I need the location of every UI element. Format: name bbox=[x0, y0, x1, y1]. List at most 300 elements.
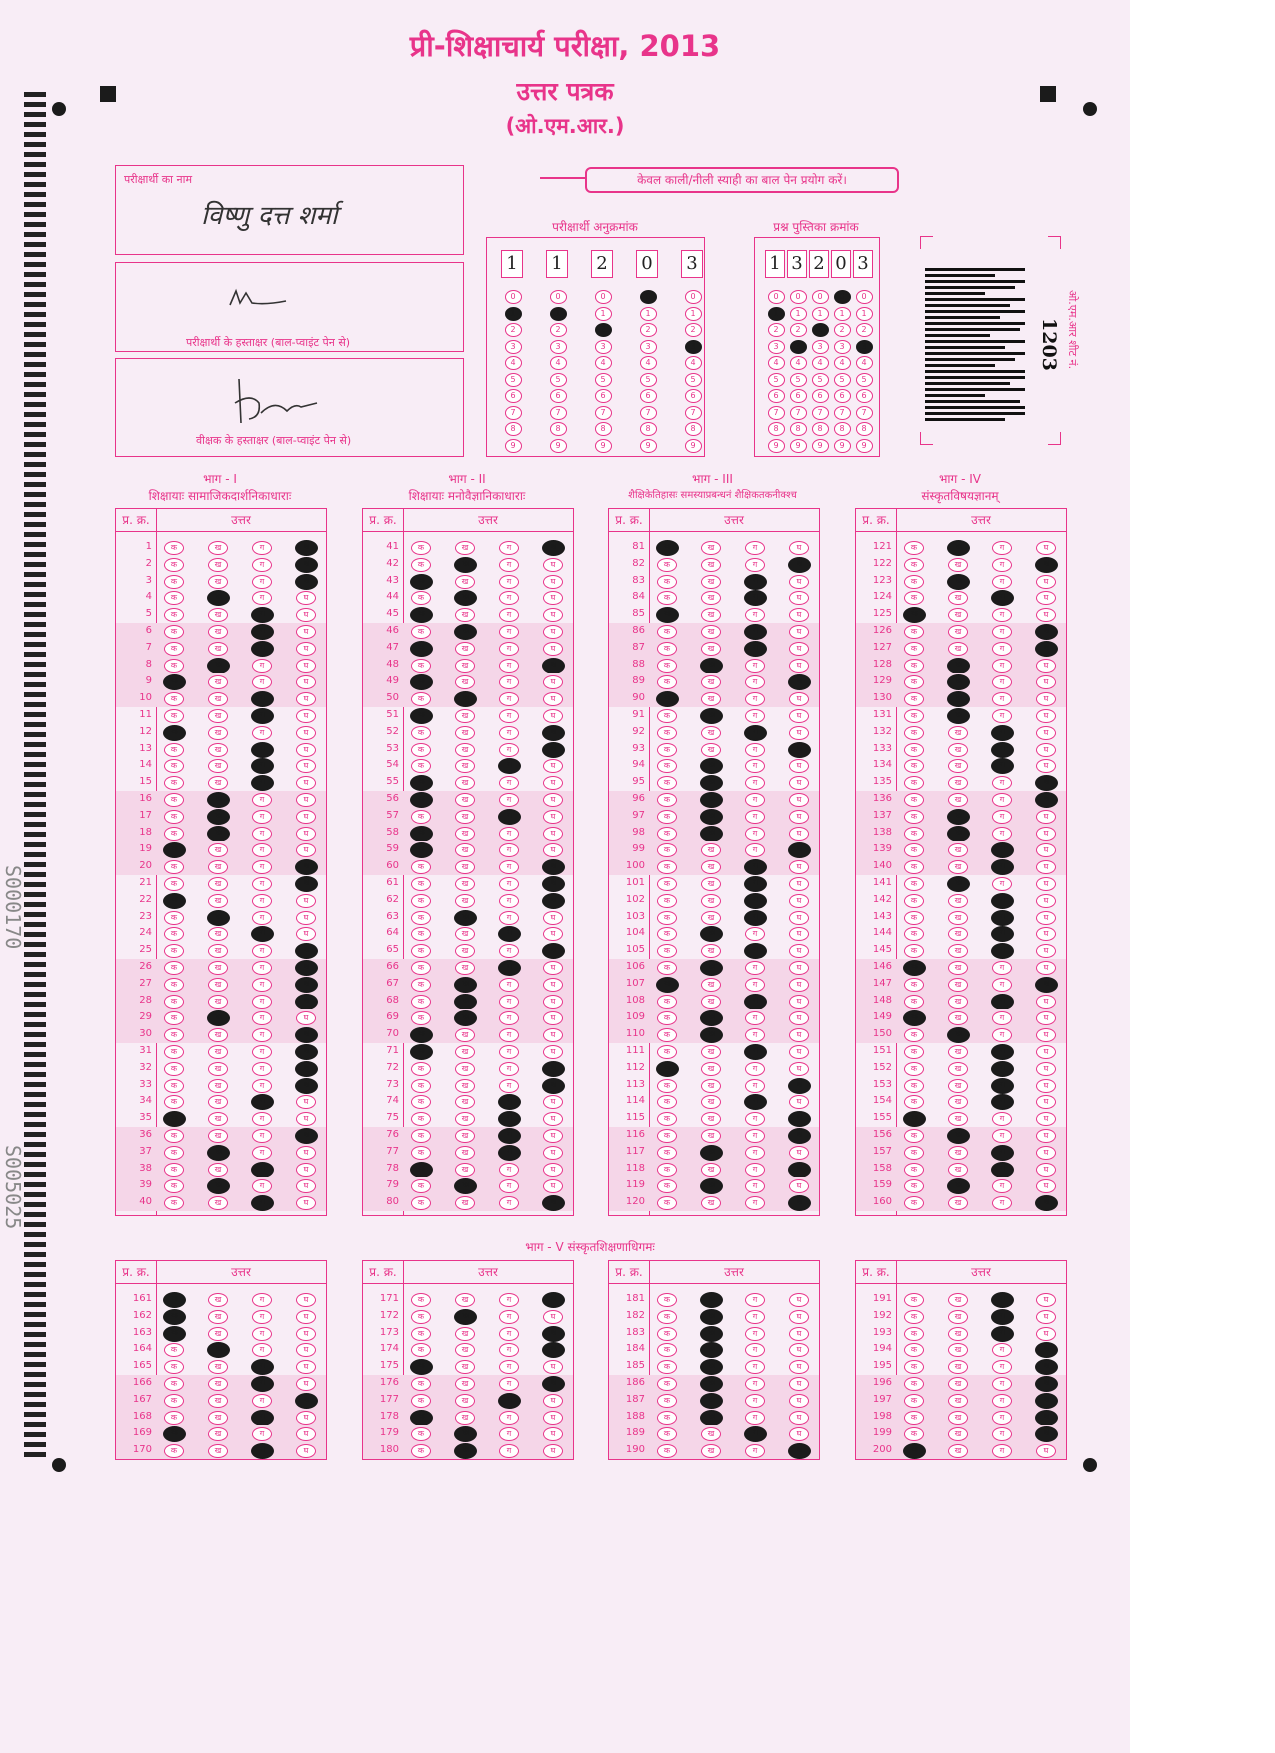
option-bubble[interactable]: ग bbox=[744, 624, 767, 640]
option-bubble[interactable]: क bbox=[411, 1129, 431, 1143]
digit-bubble[interactable]: 1 bbox=[768, 307, 785, 321]
option-bubble[interactable]: ख bbox=[947, 540, 970, 556]
option-bubble[interactable]: ख bbox=[700, 926, 723, 942]
option-bubble[interactable]: ख bbox=[455, 726, 475, 740]
option-bubble[interactable]: क bbox=[904, 1427, 924, 1441]
option-bubble[interactable]: घ bbox=[296, 759, 316, 773]
option-bubble[interactable]: घ bbox=[296, 1310, 316, 1324]
digit-bubble[interactable]: 8 bbox=[640, 422, 657, 436]
option-bubble[interactable]: ख bbox=[208, 1045, 228, 1059]
option-bubble[interactable]: ग bbox=[252, 675, 272, 689]
option-bubble[interactable]: क bbox=[657, 1179, 677, 1193]
option-bubble[interactable]: ग bbox=[499, 1079, 519, 1093]
option-bubble[interactable]: घ bbox=[788, 742, 811, 758]
option-bubble[interactable]: क bbox=[164, 877, 184, 891]
option-bubble[interactable]: ग bbox=[498, 1145, 521, 1161]
option-bubble[interactable]: क bbox=[657, 927, 677, 941]
option-bubble[interactable]: घ bbox=[543, 692, 563, 706]
option-bubble[interactable]: घ bbox=[789, 860, 809, 874]
option-bubble[interactable]: ग bbox=[992, 827, 1012, 841]
option-bubble[interactable]: ग bbox=[745, 827, 765, 841]
option-bubble[interactable]: ख bbox=[207, 590, 230, 606]
option-bubble[interactable]: ग bbox=[499, 675, 519, 689]
option-bubble[interactable]: ग bbox=[498, 960, 521, 976]
option-bubble[interactable]: ग bbox=[499, 726, 519, 740]
digit-bubble[interactable]: 4 bbox=[550, 356, 567, 370]
option-bubble[interactable]: ग bbox=[499, 1179, 519, 1193]
digit-bubble[interactable]: 6 bbox=[640, 389, 657, 403]
option-bubble[interactable]: घ bbox=[543, 1360, 563, 1374]
option-bubble[interactable]: ख bbox=[700, 1342, 723, 1358]
option-bubble[interactable]: ग bbox=[991, 1145, 1014, 1161]
option-bubble[interactable]: घ bbox=[1036, 759, 1056, 773]
option-bubble[interactable]: ग bbox=[499, 1360, 519, 1374]
option-bubble[interactable]: ख bbox=[454, 557, 477, 573]
option-bubble[interactable]: घ bbox=[1035, 792, 1058, 808]
option-bubble[interactable]: ग bbox=[499, 776, 519, 790]
option-bubble[interactable]: ग bbox=[252, 1343, 272, 1357]
option-bubble[interactable]: घ bbox=[1035, 977, 1058, 993]
digit-bubble[interactable]: 6 bbox=[505, 389, 522, 403]
option-bubble[interactable]: ग bbox=[499, 1293, 519, 1307]
option-bubble[interactable]: ग bbox=[252, 810, 272, 824]
option-bubble[interactable]: क bbox=[657, 759, 677, 773]
option-bubble[interactable]: ख bbox=[455, 1196, 475, 1210]
option-bubble[interactable]: ख bbox=[948, 642, 968, 656]
option-bubble[interactable]: क bbox=[411, 1196, 431, 1210]
option-bubble[interactable]: घ bbox=[1036, 1045, 1056, 1059]
digit-bubble[interactable]: 3 bbox=[505, 340, 522, 354]
option-bubble[interactable]: घ bbox=[789, 591, 809, 605]
option-bubble[interactable]: क bbox=[657, 995, 677, 1009]
option-bubble[interactable]: क bbox=[657, 1377, 677, 1391]
option-bubble[interactable]: क bbox=[904, 827, 924, 841]
digit-bubble[interactable]: 3 bbox=[790, 340, 807, 354]
option-bubble[interactable]: ग bbox=[745, 843, 765, 857]
option-bubble[interactable]: घ bbox=[296, 810, 316, 824]
option-bubble[interactable]: ख bbox=[700, 826, 723, 842]
option-bubble[interactable]: घ bbox=[296, 1411, 316, 1425]
option-bubble[interactable]: ख bbox=[208, 1377, 228, 1391]
option-bubble[interactable]: क bbox=[411, 1427, 431, 1441]
option-bubble[interactable]: घ bbox=[1036, 692, 1056, 706]
option-bubble[interactable]: घ bbox=[789, 894, 809, 908]
option-bubble[interactable]: क bbox=[164, 1377, 184, 1391]
option-bubble[interactable]: ख bbox=[454, 1178, 477, 1194]
option-bubble[interactable]: घ bbox=[1036, 575, 1056, 589]
digit-entry-box[interactable]: 2 bbox=[809, 250, 829, 278]
option-bubble[interactable]: क bbox=[411, 1179, 431, 1193]
option-bubble[interactable]: ग bbox=[499, 1377, 519, 1391]
digit-bubble[interactable]: 9 bbox=[812, 439, 829, 453]
option-bubble[interactable]: ग bbox=[252, 978, 272, 992]
digit-bubble[interactable]: 8 bbox=[505, 422, 522, 436]
digit-bubble[interactable]: 6 bbox=[768, 389, 785, 403]
digit-bubble[interactable]: 0 bbox=[812, 290, 829, 304]
option-bubble[interactable]: ख bbox=[208, 1394, 228, 1408]
option-bubble[interactable]: क bbox=[903, 1010, 926, 1026]
option-bubble[interactable]: क bbox=[904, 591, 924, 605]
option-bubble[interactable]: ग bbox=[251, 607, 274, 623]
option-bubble[interactable]: घ bbox=[1035, 557, 1058, 573]
option-bubble[interactable]: क bbox=[657, 1196, 677, 1210]
option-bubble[interactable]: क bbox=[163, 1326, 186, 1342]
option-bubble[interactable]: क bbox=[904, 759, 924, 773]
digit-bubble[interactable]: 0 bbox=[768, 290, 785, 304]
option-bubble[interactable]: घ bbox=[789, 1095, 809, 1109]
option-bubble[interactable]: क bbox=[657, 1011, 677, 1025]
option-bubble[interactable]: क bbox=[164, 1011, 184, 1025]
option-bubble[interactable]: क bbox=[411, 1011, 431, 1025]
digit-bubble[interactable]: 5 bbox=[790, 373, 807, 387]
option-bubble[interactable]: ख bbox=[455, 894, 475, 908]
option-bubble[interactable]: ग bbox=[991, 1078, 1014, 1094]
option-bubble[interactable]: ग bbox=[499, 558, 519, 572]
option-bubble[interactable]: क bbox=[164, 608, 184, 622]
option-bubble[interactable]: घ bbox=[789, 911, 809, 925]
option-bubble[interactable]: ग bbox=[745, 1411, 765, 1425]
option-bubble[interactable]: घ bbox=[1036, 877, 1056, 891]
digit-bubble[interactable]: 3 bbox=[856, 340, 873, 354]
option-bubble[interactable]: ग bbox=[498, 1393, 521, 1409]
option-bubble[interactable]: ग bbox=[992, 659, 1012, 673]
digit-entry-box[interactable]: 1 bbox=[501, 250, 523, 278]
option-bubble[interactable]: घ bbox=[789, 659, 809, 673]
option-bubble[interactable]: ख bbox=[701, 995, 721, 1009]
option-bubble[interactable]: घ bbox=[296, 608, 316, 622]
option-bubble[interactable]: ग bbox=[745, 743, 765, 757]
option-bubble[interactable]: घ bbox=[1036, 726, 1056, 740]
option-bubble[interactable]: ख bbox=[947, 658, 970, 674]
option-bubble[interactable]: क bbox=[164, 927, 184, 941]
option-bubble[interactable]: ग bbox=[745, 759, 765, 773]
option-bubble[interactable]: घ bbox=[1036, 1028, 1056, 1042]
option-bubble[interactable]: क bbox=[163, 1426, 186, 1442]
option-bubble[interactable]: ख bbox=[701, 692, 721, 706]
option-bubble[interactable]: ख bbox=[700, 1027, 723, 1043]
digit-entry-box[interactable]: 3 bbox=[787, 250, 807, 278]
option-bubble[interactable]: घ bbox=[788, 1195, 811, 1211]
option-bubble[interactable]: क bbox=[164, 1360, 184, 1374]
option-bubble[interactable]: ख bbox=[208, 1163, 228, 1177]
digit-entry-box[interactable]: 3 bbox=[853, 250, 873, 278]
digit-bubble[interactable]: 5 bbox=[685, 373, 702, 387]
option-bubble[interactable]: ख bbox=[208, 927, 228, 941]
option-bubble[interactable]: घ bbox=[1036, 591, 1056, 605]
option-bubble[interactable]: ख bbox=[947, 691, 970, 707]
option-bubble[interactable]: घ bbox=[295, 960, 318, 976]
option-bubble[interactable]: ख bbox=[701, 1444, 721, 1458]
option-bubble[interactable]: ग bbox=[992, 1411, 1012, 1425]
option-bubble[interactable]: क bbox=[657, 642, 677, 656]
option-bubble[interactable]: घ bbox=[295, 977, 318, 993]
digit-bubble[interactable]: 3 bbox=[595, 340, 612, 354]
option-bubble[interactable]: क bbox=[164, 1179, 184, 1193]
option-bubble[interactable]: ग bbox=[992, 978, 1012, 992]
option-bubble[interactable]: क bbox=[163, 1111, 186, 1127]
option-bubble[interactable]: ख bbox=[454, 977, 477, 993]
option-bubble[interactable]: क bbox=[904, 1079, 924, 1093]
option-bubble[interactable]: क bbox=[657, 827, 677, 841]
option-bubble[interactable]: ग bbox=[252, 1028, 272, 1042]
option-bubble[interactable]: ख bbox=[455, 1112, 475, 1126]
option-bubble[interactable]: ग bbox=[744, 876, 767, 892]
option-bubble[interactable]: ख bbox=[948, 1079, 968, 1093]
option-bubble[interactable]: ग bbox=[499, 860, 519, 874]
option-bubble[interactable]: क bbox=[904, 642, 924, 656]
option-bubble[interactable]: क bbox=[656, 607, 679, 623]
option-bubble[interactable]: क bbox=[411, 1377, 431, 1391]
option-bubble[interactable]: ख bbox=[700, 758, 723, 774]
option-bubble[interactable]: ग bbox=[992, 1011, 1012, 1025]
option-bubble[interactable]: ख bbox=[948, 1360, 968, 1374]
option-bubble[interactable]: ग bbox=[745, 1196, 765, 1210]
option-bubble[interactable]: घ bbox=[1035, 624, 1058, 640]
option-bubble[interactable]: ख bbox=[207, 1342, 230, 1358]
option-bubble[interactable]: ग bbox=[991, 943, 1014, 959]
option-bubble[interactable]: घ bbox=[543, 759, 563, 773]
option-bubble[interactable]: क bbox=[410, 1410, 433, 1426]
option-bubble[interactable]: ख bbox=[207, 809, 230, 825]
option-bubble[interactable]: ग bbox=[745, 1028, 765, 1042]
option-bubble[interactable]: क bbox=[904, 575, 924, 589]
option-bubble[interactable]: घ bbox=[1036, 1112, 1056, 1126]
option-bubble[interactable]: घ bbox=[542, 1061, 565, 1077]
option-bubble[interactable]: ग bbox=[991, 994, 1014, 1010]
option-bubble[interactable]: ग bbox=[991, 893, 1014, 909]
option-bubble[interactable]: ख bbox=[700, 1010, 723, 1026]
option-bubble[interactable]: क bbox=[904, 1179, 924, 1193]
option-bubble[interactable]: ख bbox=[948, 911, 968, 925]
option-bubble[interactable]: क bbox=[163, 1292, 186, 1308]
option-bubble[interactable]: घ bbox=[1036, 1146, 1056, 1160]
option-bubble[interactable]: ख bbox=[948, 944, 968, 958]
option-bubble[interactable]: ग bbox=[499, 894, 519, 908]
digit-bubble[interactable]: 2 bbox=[505, 323, 522, 337]
option-bubble[interactable]: ख bbox=[455, 1343, 475, 1357]
option-bubble[interactable]: घ bbox=[1036, 843, 1056, 857]
option-bubble[interactable]: घ bbox=[296, 743, 316, 757]
option-bubble[interactable]: घ bbox=[1036, 911, 1056, 925]
option-bubble[interactable]: ग bbox=[499, 1310, 519, 1324]
option-bubble[interactable]: ग bbox=[991, 1094, 1014, 1110]
option-bubble[interactable]: क bbox=[657, 1293, 677, 1307]
option-bubble[interactable]: क bbox=[657, 1394, 677, 1408]
option-bubble[interactable]: घ bbox=[543, 1045, 563, 1059]
option-bubble[interactable]: ग bbox=[251, 1410, 274, 1426]
option-bubble[interactable]: ग bbox=[745, 1293, 765, 1307]
option-bubble[interactable]: घ bbox=[296, 1444, 316, 1458]
option-bubble[interactable]: ग bbox=[499, 541, 519, 555]
option-bubble[interactable]: क bbox=[411, 1112, 431, 1126]
option-bubble[interactable]: क bbox=[904, 743, 924, 757]
option-bubble[interactable]: घ bbox=[789, 1062, 809, 1076]
digit-bubble[interactable]: 6 bbox=[812, 389, 829, 403]
option-bubble[interactable]: घ bbox=[543, 776, 563, 790]
option-bubble[interactable]: ख bbox=[208, 1310, 228, 1324]
option-bubble[interactable]: क bbox=[410, 674, 433, 690]
option-bubble[interactable]: क bbox=[164, 793, 184, 807]
option-bubble[interactable]: ख bbox=[700, 1292, 723, 1308]
option-bubble[interactable]: क bbox=[657, 591, 677, 605]
option-bubble[interactable]: ग bbox=[252, 995, 272, 1009]
digit-bubble[interactable]: 7 bbox=[595, 406, 612, 420]
option-bubble[interactable]: क bbox=[411, 1079, 431, 1093]
option-bubble[interactable]: ग bbox=[252, 877, 272, 891]
option-bubble[interactable]: क bbox=[904, 1394, 924, 1408]
option-bubble[interactable]: ख bbox=[948, 1444, 968, 1458]
digit-bubble[interactable]: 1 bbox=[812, 307, 829, 321]
option-bubble[interactable]: क bbox=[657, 843, 677, 857]
option-bubble[interactable]: घ bbox=[543, 1163, 563, 1177]
option-bubble[interactable]: ख bbox=[208, 843, 228, 857]
option-bubble[interactable]: ख bbox=[455, 709, 475, 723]
digit-bubble[interactable]: 5 bbox=[595, 373, 612, 387]
option-bubble[interactable]: ग bbox=[499, 911, 519, 925]
option-bubble[interactable]: ग bbox=[745, 927, 765, 941]
option-bubble[interactable]: क bbox=[904, 894, 924, 908]
option-bubble[interactable]: घ bbox=[1036, 927, 1056, 941]
option-bubble[interactable]: घ bbox=[1036, 743, 1056, 757]
option-bubble[interactable]: घ bbox=[295, 540, 318, 556]
option-bubble[interactable]: क bbox=[903, 1443, 926, 1459]
option-bubble[interactable]: क bbox=[164, 1146, 184, 1160]
option-bubble[interactable]: क bbox=[657, 625, 677, 639]
option-bubble[interactable]: घ bbox=[296, 1112, 316, 1126]
option-bubble[interactable]: घ bbox=[788, 1443, 811, 1459]
option-bubble[interactable]: क bbox=[656, 977, 679, 993]
option-bubble[interactable]: ख bbox=[207, 1010, 230, 1026]
option-bubble[interactable]: क bbox=[657, 1327, 677, 1341]
option-bubble[interactable]: घ bbox=[296, 927, 316, 941]
option-bubble[interactable]: ख bbox=[455, 1129, 475, 1143]
option-bubble[interactable]: क bbox=[410, 842, 433, 858]
option-bubble[interactable]: ख bbox=[947, 826, 970, 842]
option-bubble[interactable]: घ bbox=[788, 1078, 811, 1094]
option-bubble[interactable]: घ bbox=[789, 1343, 809, 1357]
option-bubble[interactable]: ख bbox=[948, 1343, 968, 1357]
option-bubble[interactable]: ग bbox=[745, 1310, 765, 1324]
option-bubble[interactable]: क bbox=[657, 1163, 677, 1177]
option-bubble[interactable]: क bbox=[164, 1411, 184, 1425]
option-bubble[interactable]: ख bbox=[700, 1178, 723, 1194]
option-bubble[interactable]: ग bbox=[252, 1146, 272, 1160]
option-bubble[interactable]: घ bbox=[543, 927, 563, 941]
option-bubble[interactable]: ख bbox=[455, 1327, 475, 1341]
digit-bubble[interactable]: 4 bbox=[834, 356, 851, 370]
option-bubble[interactable]: ख bbox=[700, 1410, 723, 1426]
option-bubble[interactable]: घ bbox=[296, 709, 316, 723]
option-bubble[interactable]: क bbox=[164, 810, 184, 824]
option-bubble[interactable]: घ bbox=[295, 1078, 318, 1094]
option-bubble[interactable]: ग bbox=[991, 1326, 1014, 1342]
option-bubble[interactable]: ग bbox=[252, 726, 272, 740]
digit-bubble[interactable]: 7 bbox=[768, 406, 785, 420]
option-bubble[interactable]: ख bbox=[948, 1163, 968, 1177]
option-bubble[interactable]: क bbox=[904, 1360, 924, 1374]
option-bubble[interactable]: घ bbox=[789, 1293, 809, 1307]
digit-bubble[interactable]: 4 bbox=[595, 356, 612, 370]
option-bubble[interactable]: ग bbox=[499, 591, 519, 605]
digit-entry-box[interactable]: 2 bbox=[591, 250, 613, 278]
option-bubble[interactable]: ख bbox=[455, 1028, 475, 1042]
option-bubble[interactable]: क bbox=[904, 978, 924, 992]
option-bubble[interactable]: क bbox=[411, 978, 431, 992]
option-bubble[interactable]: घ bbox=[789, 961, 809, 975]
option-bubble[interactable]: क bbox=[904, 1062, 924, 1076]
option-bubble[interactable]: घ bbox=[1036, 961, 1056, 975]
option-bubble[interactable]: ग bbox=[745, 1011, 765, 1025]
option-bubble[interactable]: क bbox=[657, 575, 677, 589]
option-bubble[interactable]: घ bbox=[296, 1095, 316, 1109]
option-bubble[interactable]: ख bbox=[700, 775, 723, 791]
option-bubble[interactable]: क bbox=[904, 927, 924, 941]
option-bubble[interactable]: ख bbox=[948, 1095, 968, 1109]
option-bubble[interactable]: ख bbox=[701, 1112, 721, 1126]
option-bubble[interactable]: क bbox=[411, 1062, 431, 1076]
digit-bubble[interactable]: 7 bbox=[790, 406, 807, 420]
option-bubble[interactable]: ग bbox=[745, 1129, 765, 1143]
option-bubble[interactable]: घ bbox=[542, 943, 565, 959]
option-bubble[interactable]: ग bbox=[499, 743, 519, 757]
option-bubble[interactable]: घ bbox=[1036, 995, 1056, 1009]
option-bubble[interactable]: घ bbox=[295, 1128, 318, 1144]
option-bubble[interactable]: क bbox=[657, 1079, 677, 1093]
option-bubble[interactable]: घ bbox=[788, 1162, 811, 1178]
option-bubble[interactable]: क bbox=[656, 1061, 679, 1077]
digit-bubble[interactable]: 9 bbox=[550, 439, 567, 453]
option-bubble[interactable]: ग bbox=[991, 1162, 1014, 1178]
option-bubble[interactable]: घ bbox=[295, 1061, 318, 1077]
option-bubble[interactable]: घ bbox=[543, 1112, 563, 1126]
option-bubble[interactable]: ख bbox=[455, 1146, 475, 1160]
option-bubble[interactable]: क bbox=[411, 860, 431, 874]
option-bubble[interactable]: ख bbox=[208, 575, 228, 589]
option-bubble[interactable]: ग bbox=[499, 1163, 519, 1177]
option-bubble[interactable]: ख bbox=[701, 860, 721, 874]
option-bubble[interactable]: घ bbox=[789, 1427, 809, 1441]
option-bubble[interactable]: ख bbox=[948, 759, 968, 773]
option-bubble[interactable]: ख bbox=[455, 843, 475, 857]
digit-bubble[interactable]: 0 bbox=[595, 290, 612, 304]
option-bubble[interactable]: ग bbox=[252, 1394, 272, 1408]
option-bubble[interactable]: ख bbox=[208, 894, 228, 908]
option-bubble[interactable]: क bbox=[657, 944, 677, 958]
option-bubble[interactable]: क bbox=[904, 944, 924, 958]
option-bubble[interactable]: ग bbox=[744, 590, 767, 606]
option-bubble[interactable]: ख bbox=[454, 994, 477, 1010]
option-bubble[interactable]: ख bbox=[455, 659, 475, 673]
option-bubble[interactable]: ग bbox=[992, 1112, 1012, 1126]
option-bubble[interactable]: ग bbox=[992, 608, 1012, 622]
option-bubble[interactable]: घ bbox=[296, 726, 316, 740]
option-bubble[interactable]: ख bbox=[701, 1163, 721, 1177]
option-bubble[interactable]: ख bbox=[207, 1178, 230, 1194]
option-bubble[interactable]: क bbox=[657, 1146, 677, 1160]
option-bubble[interactable]: ग bbox=[992, 1343, 1012, 1357]
option-bubble[interactable]: ग bbox=[498, 1094, 521, 1110]
option-bubble[interactable]: क bbox=[163, 1309, 186, 1325]
option-bubble[interactable]: क bbox=[903, 960, 926, 976]
option-bubble[interactable]: घ bbox=[296, 1327, 316, 1341]
option-bubble[interactable]: ग bbox=[745, 1327, 765, 1341]
option-bubble[interactable]: ग bbox=[252, 961, 272, 975]
option-bubble[interactable]: ग bbox=[745, 608, 765, 622]
option-bubble[interactable]: ख bbox=[701, 1095, 721, 1109]
option-bubble[interactable]: ग bbox=[499, 793, 519, 807]
option-bubble[interactable]: ख bbox=[700, 708, 723, 724]
option-bubble[interactable]: ग bbox=[991, 926, 1014, 942]
